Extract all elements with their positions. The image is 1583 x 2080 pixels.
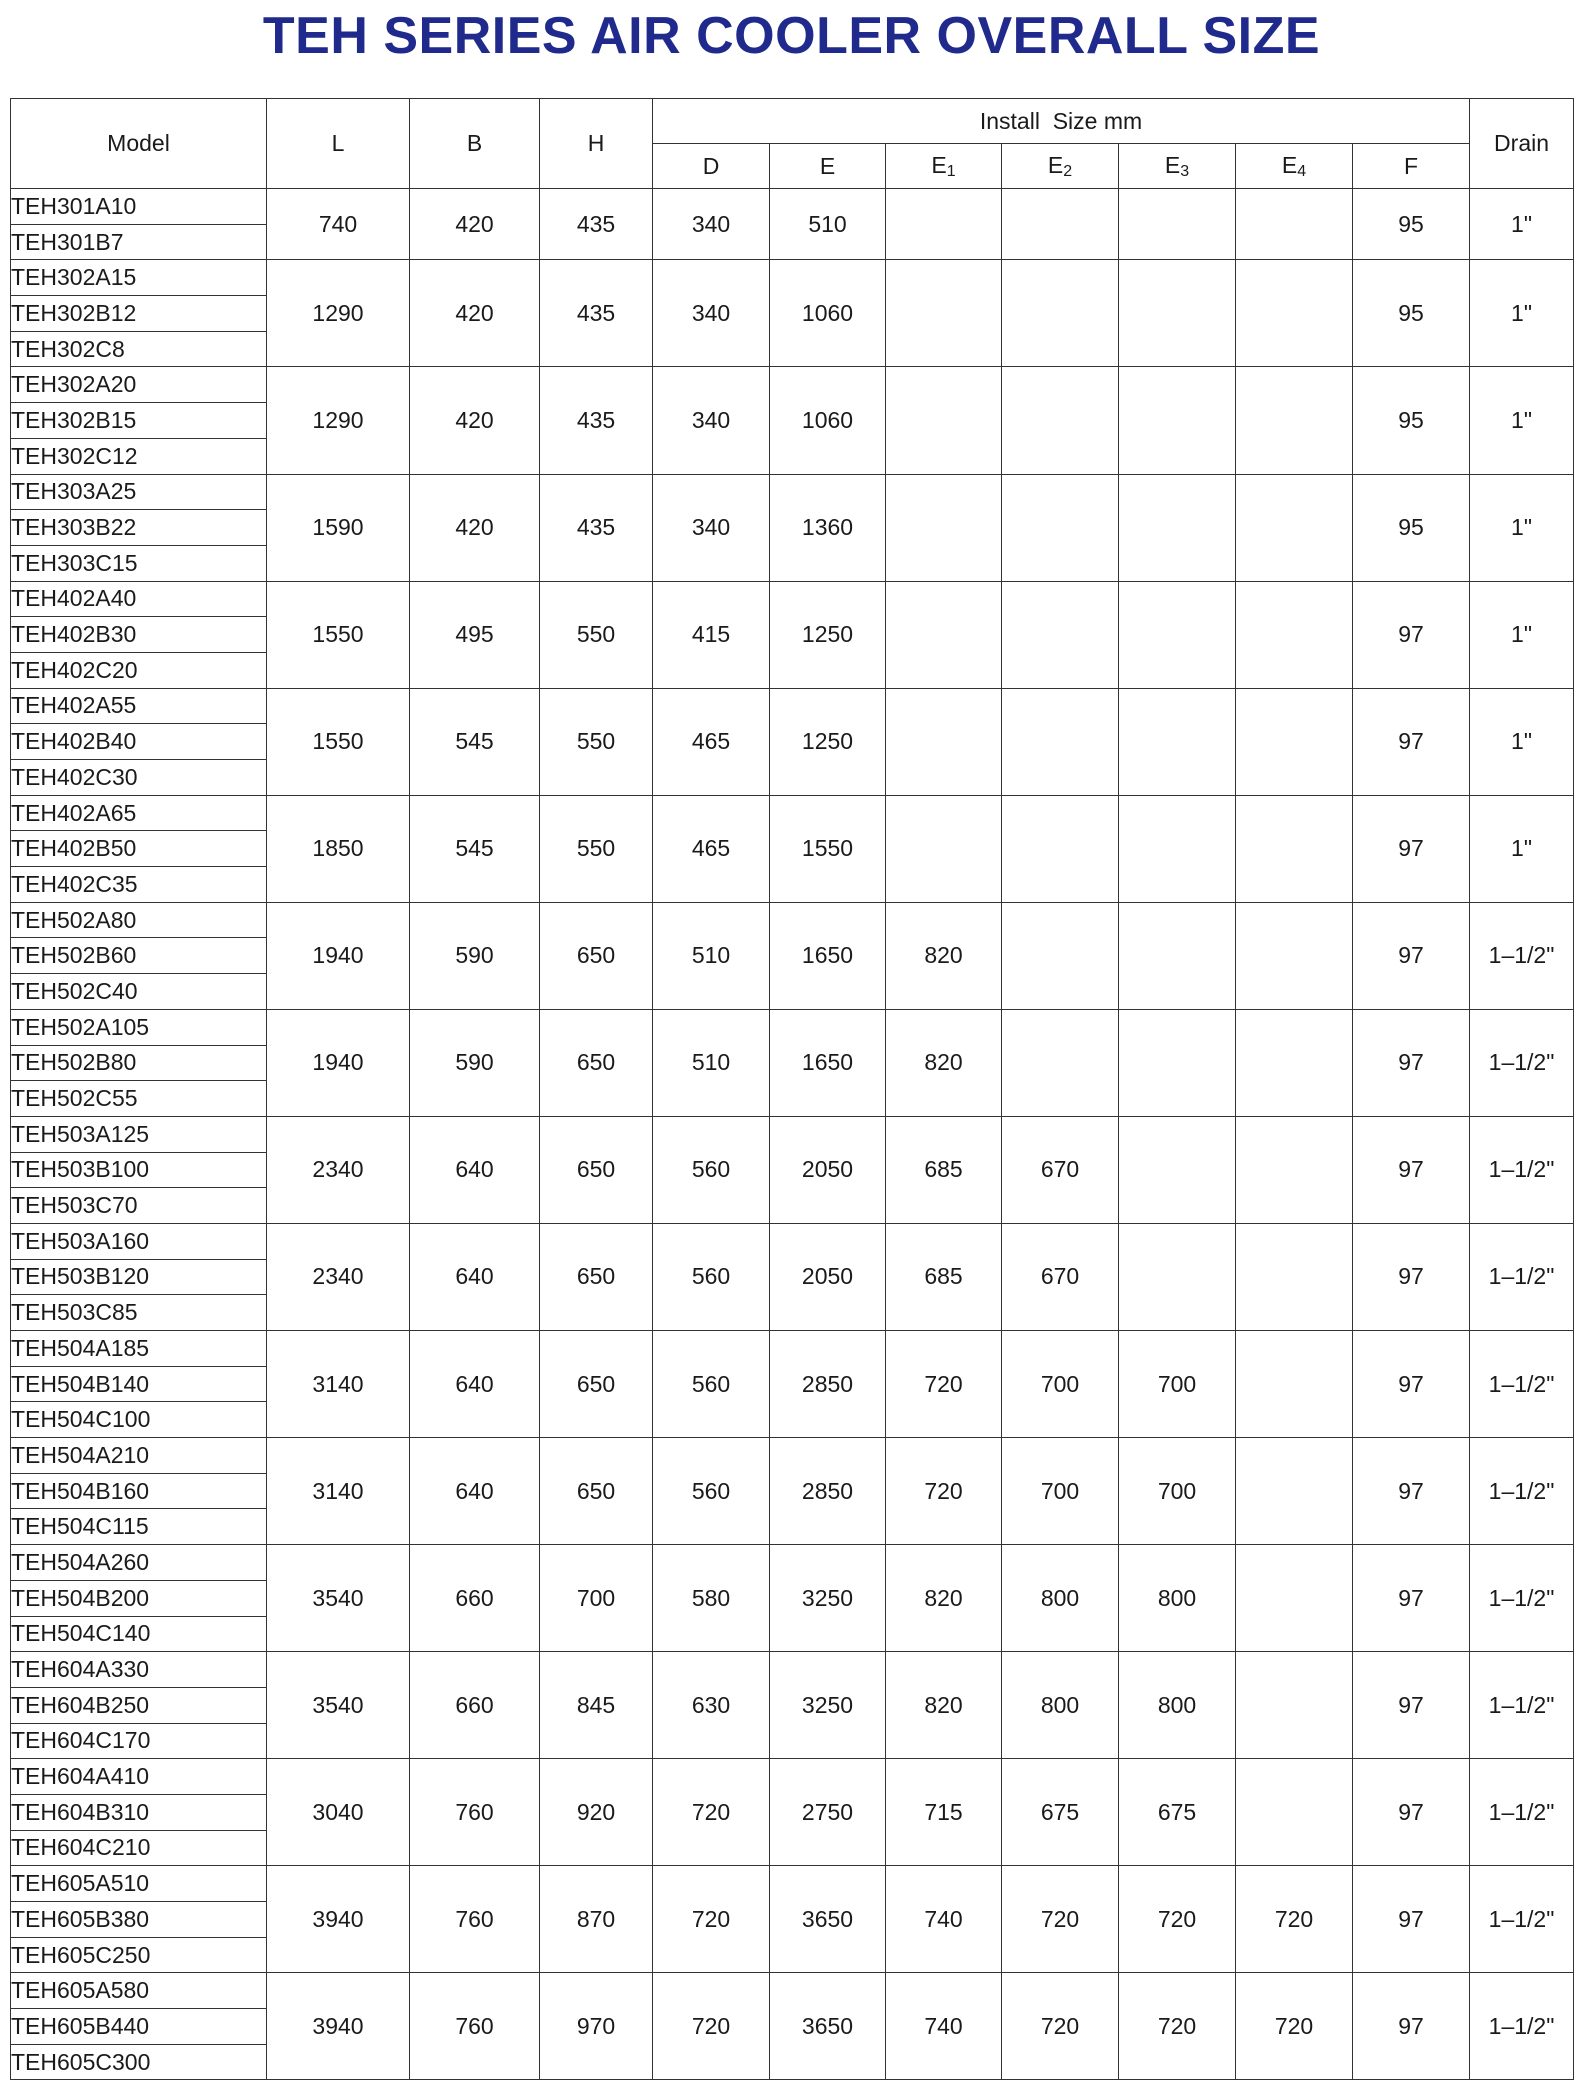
cell-b: 590 (410, 902, 540, 1009)
model-cell: TEH303A25 (11, 474, 267, 510)
header-f: F (1353, 144, 1470, 189)
cell-e3: 720 (1119, 1866, 1236, 1973)
cell-e: 1250 (770, 581, 886, 688)
model-cell: TEH303B22 (11, 510, 267, 546)
cell-e: 1650 (770, 1009, 886, 1116)
model-cell: TEH604C210 (11, 1830, 267, 1866)
cell-e1: 820 (886, 1652, 1002, 1759)
cell-drain: 1–1/2" (1470, 1223, 1574, 1330)
header-e: E (770, 144, 886, 189)
cell-f: 97 (1353, 1009, 1470, 1116)
model-cell: TEH605C300 (11, 2044, 267, 2080)
cell-b: 660 (410, 1545, 540, 1652)
cell-l: 1290 (267, 260, 410, 367)
cell-d: 720 (653, 1973, 770, 2080)
cell-e3: 720 (1119, 1973, 1236, 2080)
cell-f: 97 (1353, 1866, 1470, 1973)
cell-e1 (886, 189, 1002, 260)
model-cell: TEH504C100 (11, 1402, 267, 1438)
cell-h: 650 (540, 1438, 653, 1545)
table-row (11, 1116, 1574, 1152)
cell-b: 590 (410, 1009, 540, 1116)
model-cell: TEH604C170 (11, 1723, 267, 1759)
cell-h: 650 (540, 1331, 653, 1438)
cell-d: 415 (653, 581, 770, 688)
cell-f: 97 (1353, 581, 1470, 688)
model-cell: TEH604A330 (11, 1652, 267, 1688)
cell-e2: 670 (1002, 1223, 1119, 1330)
cell-d: 340 (653, 367, 770, 474)
table-row (11, 1545, 1574, 1581)
cell-e1 (886, 688, 1002, 795)
model-cell: TEH502C55 (11, 1081, 267, 1117)
cell-b: 760 (410, 1866, 540, 1973)
cell-h: 435 (540, 260, 653, 367)
cell-e3: 675 (1119, 1759, 1236, 1866)
cell-b: 545 (410, 688, 540, 795)
header-e2 (1002, 144, 1119, 189)
cell-f: 97 (1353, 688, 1470, 795)
cell-b: 660 (410, 1652, 540, 1759)
cell-e4 (1236, 260, 1353, 367)
cell-e: 2750 (770, 1759, 886, 1866)
size-table (10, 98, 1574, 2080)
cell-e2: 675 (1002, 1759, 1119, 1866)
table-row (11, 1866, 1574, 1902)
cell-drain: 1–1/2" (1470, 1866, 1574, 1973)
cell-l: 3040 (267, 1759, 410, 1866)
model-cell: TEH402B40 (11, 724, 267, 760)
cell-e2 (1002, 260, 1119, 367)
cell-b: 640 (410, 1116, 540, 1223)
model-cell: TEH302C8 (11, 331, 267, 367)
cell-e4 (1236, 1759, 1353, 1866)
model-cell: TEH301B7 (11, 224, 267, 260)
cell-e4 (1236, 474, 1353, 581)
table-row (11, 474, 1574, 510)
model-cell: TEH503A125 (11, 1116, 267, 1152)
header-install-size: Install Size mm (653, 99, 1470, 144)
model-cell: TEH302A15 (11, 260, 267, 296)
header-h: H (540, 99, 653, 189)
cell-f: 97 (1353, 1116, 1470, 1223)
cell-l: 2340 (267, 1223, 410, 1330)
header-e2-sub: 2 (1063, 162, 1073, 180)
cell-e: 2850 (770, 1331, 886, 1438)
model-cell: TEH402B30 (11, 617, 267, 653)
cell-e: 2850 (770, 1438, 886, 1545)
cell-d: 580 (653, 1545, 770, 1652)
model-cell: TEH402C30 (11, 760, 267, 796)
model-cell: TEH302C12 (11, 438, 267, 474)
table-row (11, 1223, 1574, 1259)
cell-f: 97 (1353, 795, 1470, 902)
cell-f: 97 (1353, 902, 1470, 1009)
cell-d: 465 (653, 688, 770, 795)
cell-e: 1060 (770, 367, 886, 474)
cell-e2: 670 (1002, 1116, 1119, 1223)
cell-l: 3140 (267, 1438, 410, 1545)
cell-e1: 685 (886, 1116, 1002, 1223)
cell-drain: 1" (1470, 795, 1574, 902)
table-body (11, 189, 1574, 2080)
cell-l: 3140 (267, 1331, 410, 1438)
cell-d: 560 (653, 1223, 770, 1330)
cell-f: 97 (1353, 1438, 1470, 1545)
cell-l: 3940 (267, 1866, 410, 1973)
cell-e2: 700 (1002, 1438, 1119, 1545)
cell-b: 760 (410, 1973, 540, 2080)
cell-e3 (1119, 1223, 1236, 1330)
header-b: B (410, 99, 540, 189)
model-cell: TEH504A260 (11, 1545, 267, 1581)
model-cell: TEH504A185 (11, 1331, 267, 1367)
table-row (11, 795, 1574, 831)
cell-l: 3940 (267, 1973, 410, 2080)
model-cell: TEH605C250 (11, 1937, 267, 1973)
cell-e: 2050 (770, 1116, 886, 1223)
cell-e1: 820 (886, 1009, 1002, 1116)
cell-h: 650 (540, 1009, 653, 1116)
cell-e3 (1119, 902, 1236, 1009)
cell-f: 97 (1353, 1331, 1470, 1438)
cell-d: 720 (653, 1759, 770, 1866)
cell-b: 420 (410, 367, 540, 474)
cell-b: 640 (410, 1331, 540, 1438)
model-cell: TEH605B380 (11, 1902, 267, 1938)
cell-e2 (1002, 902, 1119, 1009)
model-cell: TEH604B310 (11, 1794, 267, 1830)
model-cell: TEH402A55 (11, 688, 267, 724)
cell-e4 (1236, 1652, 1353, 1759)
cell-e1: 720 (886, 1438, 1002, 1545)
cell-e1 (886, 260, 1002, 367)
cell-f: 95 (1353, 474, 1470, 581)
cell-drain: 1–1/2" (1470, 1331, 1574, 1438)
cell-e2: 800 (1002, 1545, 1119, 1652)
cell-e: 1650 (770, 902, 886, 1009)
cell-drain: 1" (1470, 367, 1574, 474)
header-e1-base: E (931, 151, 947, 178)
table-row (11, 1759, 1574, 1795)
cell-h: 650 (540, 1116, 653, 1223)
cell-drain: 1" (1470, 474, 1574, 581)
cell-b: 760 (410, 1759, 540, 1866)
model-cell: TEH303C15 (11, 545, 267, 581)
cell-e3 (1119, 795, 1236, 902)
cell-h: 650 (540, 902, 653, 1009)
cell-e: 3650 (770, 1973, 886, 2080)
model-cell: TEH504B140 (11, 1366, 267, 1402)
cell-d: 560 (653, 1116, 770, 1223)
model-cell: TEH402B50 (11, 831, 267, 867)
cell-h: 550 (540, 688, 653, 795)
table-row (11, 1973, 1574, 2009)
model-cell: TEH504C140 (11, 1616, 267, 1652)
cell-b: 420 (410, 474, 540, 581)
model-cell: TEH502A105 (11, 1009, 267, 1045)
cell-e4 (1236, 1545, 1353, 1652)
cell-e1: 685 (886, 1223, 1002, 1330)
cell-f: 95 (1353, 367, 1470, 474)
model-cell: TEH402C20 (11, 652, 267, 688)
model-cell: TEH503B120 (11, 1259, 267, 1295)
cell-b: 420 (410, 260, 540, 367)
cell-h: 550 (540, 795, 653, 902)
cell-e2 (1002, 1009, 1119, 1116)
cell-e2 (1002, 189, 1119, 260)
cell-d: 720 (653, 1866, 770, 1973)
model-cell: TEH302B12 (11, 296, 267, 332)
model-cell: TEH502B80 (11, 1045, 267, 1081)
cell-l: 1940 (267, 902, 410, 1009)
cell-b: 640 (410, 1438, 540, 1545)
cell-e3 (1119, 1009, 1236, 1116)
cell-e4 (1236, 902, 1353, 1009)
header-l: L (267, 99, 410, 189)
cell-d: 630 (653, 1652, 770, 1759)
cell-e4 (1236, 1438, 1353, 1545)
cell-e1 (886, 581, 1002, 688)
model-cell: TEH302B15 (11, 403, 267, 439)
header-e4-sub: 4 (1297, 162, 1307, 180)
cell-e3: 700 (1119, 1331, 1236, 1438)
header-e3-base: E (1164, 151, 1181, 178)
cell-e4: 720 (1236, 1866, 1353, 1973)
page-title: TEH SERIES AIR COOLER OVERALL SIZE (262, 7, 1321, 65)
cell-d: 465 (653, 795, 770, 902)
header-e4-base: E (1281, 151, 1298, 178)
model-cell: TEH605A580 (11, 1973, 267, 2009)
cell-l: 1290 (267, 367, 410, 474)
cell-e4 (1236, 688, 1353, 795)
cell-e3 (1119, 367, 1236, 474)
table-row (11, 688, 1574, 724)
header-e1 (886, 144, 1002, 189)
cell-h: 870 (540, 1866, 653, 1973)
cell-e2: 800 (1002, 1652, 1119, 1759)
cell-drain: 1–1/2" (1470, 1116, 1574, 1223)
cell-e2: 720 (1002, 1973, 1119, 2080)
cell-e1: 820 (886, 1545, 1002, 1652)
cell-f: 97 (1353, 1545, 1470, 1652)
model-cell: TEH605B440 (11, 2009, 267, 2045)
cell-h: 845 (540, 1652, 653, 1759)
cell-h: 970 (540, 1973, 653, 2080)
cell-d: 340 (653, 474, 770, 581)
cell-l: 1550 (267, 688, 410, 795)
header-e2-base: E (1047, 151, 1064, 178)
model-cell: TEH504C115 (11, 1509, 267, 1545)
cell-f: 97 (1353, 1223, 1470, 1330)
cell-e2 (1002, 474, 1119, 581)
cell-h: 435 (540, 189, 653, 260)
model-cell: TEH502B60 (11, 938, 267, 974)
cell-e3 (1119, 260, 1236, 367)
cell-e3 (1119, 189, 1236, 260)
cell-f: 97 (1353, 1973, 1470, 2080)
cell-drain: 1" (1470, 688, 1574, 795)
cell-e1 (886, 795, 1002, 902)
model-cell: TEH402A65 (11, 795, 267, 831)
cell-e2: 720 (1002, 1866, 1119, 1973)
cell-h: 435 (540, 474, 653, 581)
model-cell: TEH302A20 (11, 367, 267, 403)
cell-d: 340 (653, 260, 770, 367)
model-cell: TEH503A160 (11, 1223, 267, 1259)
cell-e: 1360 (770, 474, 886, 581)
cell-h: 920 (540, 1759, 653, 1866)
cell-e3: 800 (1119, 1545, 1236, 1652)
cell-e1 (886, 474, 1002, 581)
cell-e1: 720 (886, 1331, 1002, 1438)
model-cell: TEH504A210 (11, 1438, 267, 1474)
cell-e: 3250 (770, 1652, 886, 1759)
model-cell: TEH502C40 (11, 974, 267, 1010)
cell-e4 (1236, 795, 1353, 902)
cell-drain: 1–1/2" (1470, 902, 1574, 1009)
cell-b: 495 (410, 581, 540, 688)
cell-e2 (1002, 795, 1119, 902)
cell-l: 2340 (267, 1116, 410, 1223)
cell-l: 1850 (267, 795, 410, 902)
cell-e4 (1236, 367, 1353, 474)
model-cell: TEH604A410 (11, 1759, 267, 1795)
cell-e: 2050 (770, 1223, 886, 1330)
model-cell: TEH402A40 (11, 581, 267, 617)
cell-l: 3540 (267, 1652, 410, 1759)
cell-e3 (1119, 688, 1236, 795)
cell-e4 (1236, 1223, 1353, 1330)
cell-drain: 1–1/2" (1470, 1973, 1574, 2080)
table-row (11, 581, 1574, 617)
header-model: Model (11, 99, 267, 189)
cell-f: 95 (1353, 189, 1470, 260)
cell-e4 (1236, 1116, 1353, 1223)
cell-b: 640 (410, 1223, 540, 1330)
cell-e4 (1236, 1009, 1353, 1116)
cell-e: 1060 (770, 260, 886, 367)
model-cell: TEH503C85 (11, 1295, 267, 1331)
cell-e3 (1119, 1116, 1236, 1223)
model-cell: TEH604B250 (11, 1687, 267, 1723)
table-row (11, 1331, 1574, 1367)
cell-f: 97 (1353, 1759, 1470, 1866)
cell-drain: 1–1/2" (1470, 1652, 1574, 1759)
cell-drain: 1" (1470, 260, 1574, 367)
cell-e2 (1002, 581, 1119, 688)
cell-d: 510 (653, 902, 770, 1009)
cell-drain: 1–1/2" (1470, 1545, 1574, 1652)
cell-f: 97 (1353, 1652, 1470, 1759)
cell-l: 1940 (267, 1009, 410, 1116)
header-e1-sub: 1 (946, 162, 956, 180)
table-row (11, 1652, 1574, 1688)
model-cell: TEH504B160 (11, 1473, 267, 1509)
cell-e1: 820 (886, 902, 1002, 1009)
cell-e4 (1236, 581, 1353, 688)
cell-d: 510 (653, 1009, 770, 1116)
model-cell: TEH503B100 (11, 1152, 267, 1188)
cell-l: 1590 (267, 474, 410, 581)
header-e4 (1236, 144, 1353, 189)
header-d: D (653, 144, 770, 189)
header-e3 (1119, 144, 1236, 189)
cell-e: 1550 (770, 795, 886, 902)
cell-d: 340 (653, 189, 770, 260)
cell-h: 650 (540, 1223, 653, 1330)
cell-e4 (1236, 189, 1353, 260)
cell-h: 550 (540, 581, 653, 688)
cell-e4 (1236, 1331, 1353, 1438)
header-e3-sub: 3 (1180, 162, 1190, 180)
model-cell: TEH402C35 (11, 867, 267, 903)
cell-e: 3250 (770, 1545, 886, 1652)
cell-drain: 1–1/2" (1470, 1009, 1574, 1116)
cell-d: 560 (653, 1438, 770, 1545)
cell-drain: 1" (1470, 189, 1574, 260)
cell-e3: 800 (1119, 1652, 1236, 1759)
cell-h: 700 (540, 1545, 653, 1652)
cell-e2: 700 (1002, 1331, 1119, 1438)
table-row (11, 1009, 1574, 1045)
model-cell: TEH605A510 (11, 1866, 267, 1902)
model-cell: TEH503C70 (11, 1188, 267, 1224)
cell-e2 (1002, 367, 1119, 474)
cell-e1 (886, 367, 1002, 474)
cell-e3: 700 (1119, 1438, 1236, 1545)
table-row (11, 189, 1574, 225)
cell-e1: 740 (886, 1866, 1002, 1973)
cell-drain: 1" (1470, 581, 1574, 688)
table-row (11, 260, 1574, 296)
cell-b: 420 (410, 189, 540, 260)
cell-drain: 1–1/2" (1470, 1438, 1574, 1545)
cell-e3 (1119, 581, 1236, 688)
cell-e3 (1119, 474, 1236, 581)
cell-e: 1250 (770, 688, 886, 795)
cell-drain: 1–1/2" (1470, 1759, 1574, 1866)
table-row (11, 1438, 1574, 1474)
table-row (11, 367, 1574, 403)
cell-e1: 740 (886, 1973, 1002, 2080)
cell-d: 560 (653, 1331, 770, 1438)
model-cell: TEH301A10 (11, 189, 267, 225)
cell-l: 740 (267, 189, 410, 260)
model-cell: TEH504B200 (11, 1580, 267, 1616)
cell-e1: 715 (886, 1759, 1002, 1866)
cell-f: 95 (1353, 260, 1470, 367)
cell-e4: 720 (1236, 1973, 1353, 2080)
cell-e: 3650 (770, 1866, 886, 1973)
cell-e: 510 (770, 189, 886, 260)
model-cell: TEH502A80 (11, 902, 267, 938)
cell-h: 435 (540, 367, 653, 474)
cell-e2 (1002, 688, 1119, 795)
cell-l: 1550 (267, 581, 410, 688)
cell-l: 3540 (267, 1545, 410, 1652)
cell-b: 545 (410, 795, 540, 902)
table-row (11, 902, 1574, 938)
header-drain: Drain (1470, 99, 1574, 189)
